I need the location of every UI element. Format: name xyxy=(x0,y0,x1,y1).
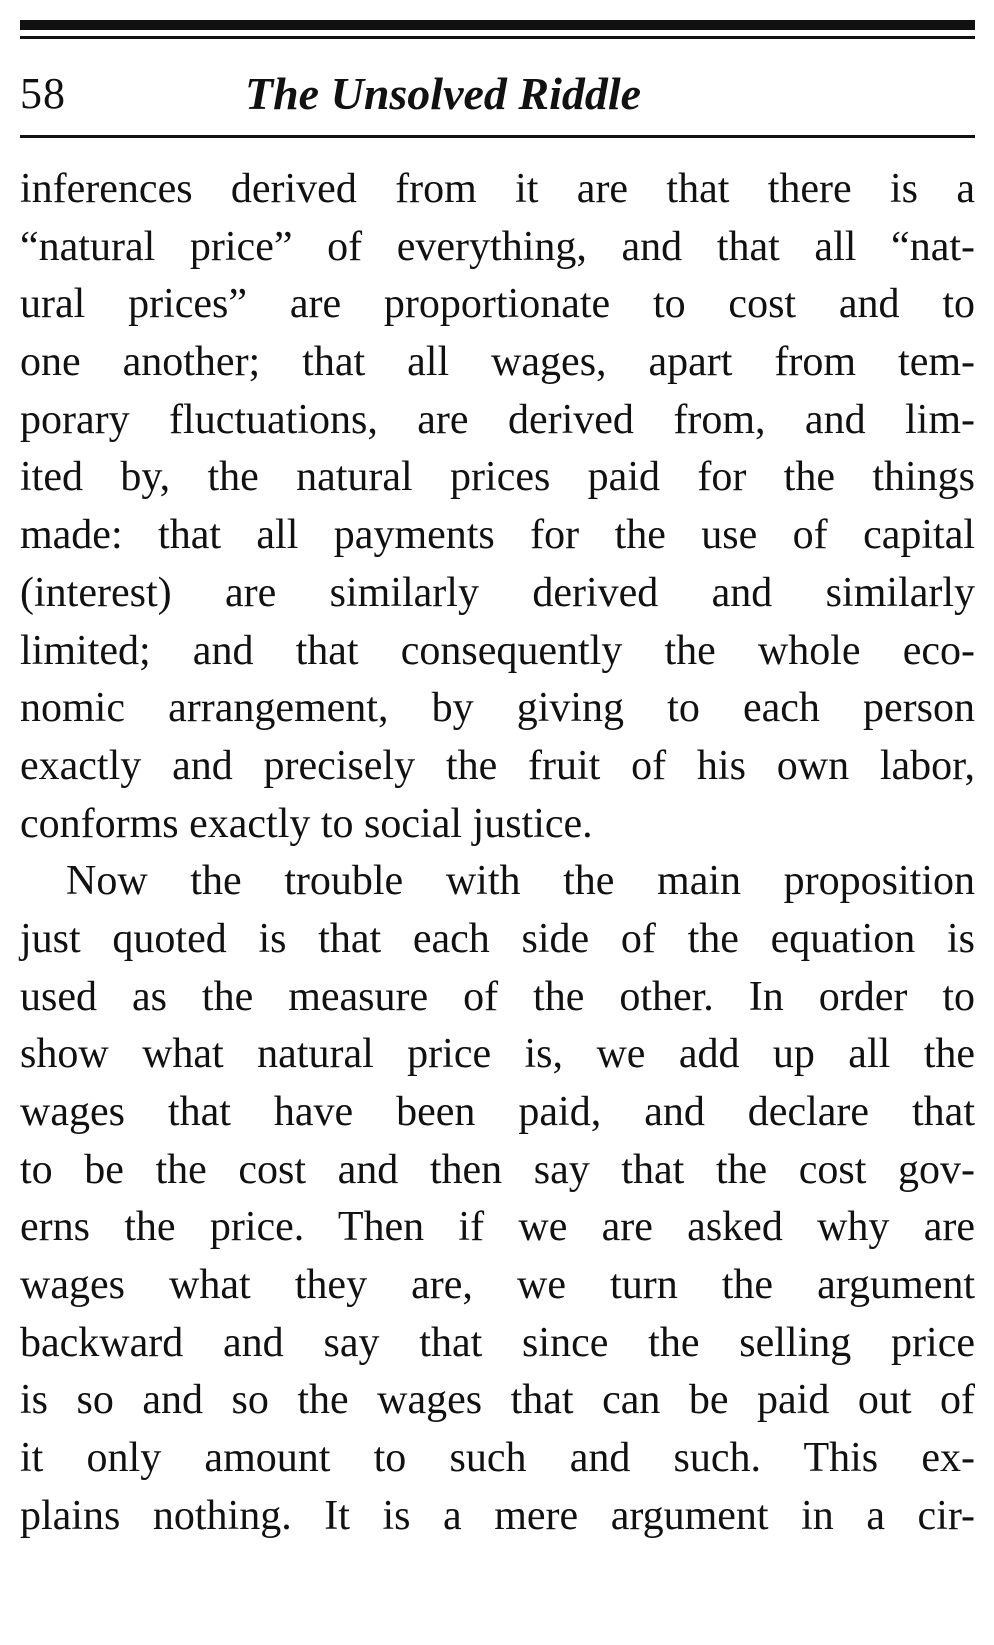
text-line: just quoted is that each side of the equation is xyxy=(20,915,975,962)
text-line: show what natural price is, we add up all the xyxy=(20,1031,975,1078)
book-title: The Unsolved Riddle xyxy=(245,68,642,119)
text-line: used as the measure of the other. In order to xyxy=(20,973,975,1020)
text-line: it only amount to such and such. This ex- xyxy=(20,1435,975,1482)
text-line: erns the price. Then if we are asked why are xyxy=(20,1204,975,1251)
text-line: “natural price” of everything, and that all “nat- xyxy=(20,223,975,270)
page-number: 58 xyxy=(20,69,66,118)
paragraph-1 xyxy=(20,161,975,853)
text-line: (interest) are similarly derived and similarly xyxy=(20,569,975,616)
text-line: is so and so the wages that can be paid out of xyxy=(20,1377,975,1424)
text-line: exactly and precisely the fruit of his own labor, xyxy=(20,742,975,789)
text-line: nomic arrangement, by giving to each person xyxy=(20,685,975,732)
text-line: limited; and that consequently the whole eco- xyxy=(20,627,975,674)
text-line: ited by, the natural prices paid for the things xyxy=(20,454,975,501)
text-line: to be the cost and then say that the cost gov- xyxy=(20,1146,975,1193)
text-line: ural prices” are proportionate to cost and to xyxy=(20,281,975,328)
text-line: conforms exactly to social justice. xyxy=(20,800,593,847)
text-line: plains nothing. It is a mere argument in a cir- xyxy=(20,1492,975,1539)
text-line: wages that have been paid, and declare that xyxy=(20,1089,975,1135)
top-rule-thick xyxy=(20,20,975,30)
running-head xyxy=(20,60,975,130)
header-rule xyxy=(20,135,975,138)
text-line: wages what they are, we turn the argument xyxy=(20,1262,975,1309)
text-line: made: that all payments for the use of capital xyxy=(20,512,975,559)
text-line: porary fluctuations, are derived from, and lim- xyxy=(20,396,975,443)
body-text xyxy=(20,161,975,1546)
paragraph-2 xyxy=(20,853,975,1545)
text-line: inferences derived from it are that there is a xyxy=(20,166,975,212)
text-line: backward and say that since the selling price xyxy=(20,1319,975,1366)
text-line: Now the trouble with the main proposition xyxy=(66,858,975,905)
top-rule-thin xyxy=(20,36,975,39)
text-line: one another; that all wages, apart from tem- xyxy=(20,339,975,386)
